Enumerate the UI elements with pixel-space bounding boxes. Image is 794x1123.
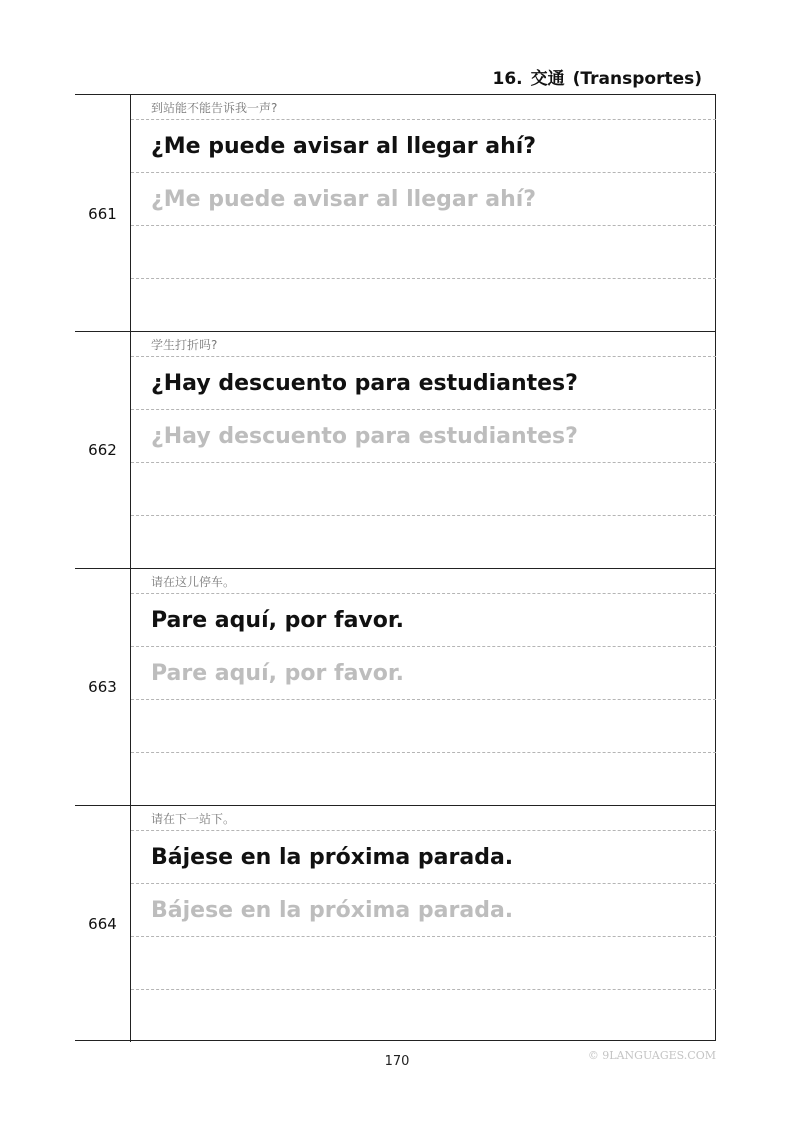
practice-sheet xyxy=(75,94,716,1041)
entry-number: 663 xyxy=(75,569,131,805)
entry-number: 664 xyxy=(75,806,131,1042)
guide-line xyxy=(131,593,716,594)
writing-lines xyxy=(131,332,716,568)
trace-phrase: ¿Me puede avisar al llegar ahí? xyxy=(151,187,537,212)
trace-phrase: Pare aquí, por favor. xyxy=(151,661,404,686)
guide-line xyxy=(131,119,716,120)
guide-line xyxy=(131,883,716,884)
trace-phrase: ¿Hay descuento para estudiantes? xyxy=(151,424,578,449)
guide-line xyxy=(131,830,716,831)
writing-lines xyxy=(131,569,716,805)
entry-number: 661 xyxy=(75,95,131,332)
guide-line xyxy=(131,515,716,516)
entry-number: 662 xyxy=(75,332,131,568)
guide-line xyxy=(131,356,716,357)
page-number: 170 xyxy=(384,1054,410,1069)
practice-entry-662 xyxy=(75,331,716,568)
spanish-phrase: ¿Me puede avisar al llegar ahí? xyxy=(151,134,537,159)
guide-line xyxy=(131,699,716,700)
trace-phrase: Bájese en la próxima parada. xyxy=(151,898,514,923)
chapter-number: 16. xyxy=(492,69,523,89)
writing-lines xyxy=(131,95,716,332)
spanish-phrase: ¿Hay descuento para estudiantes? xyxy=(151,371,578,396)
chapter-title xyxy=(493,64,702,89)
chapter-name: 交通 xyxy=(530,69,565,89)
chinese-hint: 请在这儿停车。 xyxy=(151,575,236,589)
chapter-translation: (Transportes) xyxy=(572,69,702,89)
writing-lines xyxy=(131,806,716,1042)
chinese-hint: 到站能不能告诉我一声? xyxy=(151,101,278,115)
chinese-hint: 请在下一站下。 xyxy=(151,812,236,826)
practice-entry-664 xyxy=(75,805,716,1042)
chinese-hint: 学生打折吗? xyxy=(151,338,218,352)
practice-entry-663 xyxy=(75,568,716,805)
spanish-phrase: Pare aquí, por favor. xyxy=(151,608,404,633)
guide-line xyxy=(131,646,716,647)
guide-line xyxy=(131,225,716,226)
guide-line xyxy=(131,989,716,990)
spanish-phrase: Bájese en la próxima parada. xyxy=(151,845,514,870)
copyright-watermark: © 9LANGUAGES.COM xyxy=(587,1049,716,1062)
guide-line xyxy=(131,462,716,463)
guide-line xyxy=(131,172,716,173)
guide-line xyxy=(131,278,716,279)
guide-line xyxy=(131,936,716,937)
guide-line xyxy=(131,752,716,753)
guide-line xyxy=(131,409,716,410)
practice-entry-661 xyxy=(75,95,716,332)
